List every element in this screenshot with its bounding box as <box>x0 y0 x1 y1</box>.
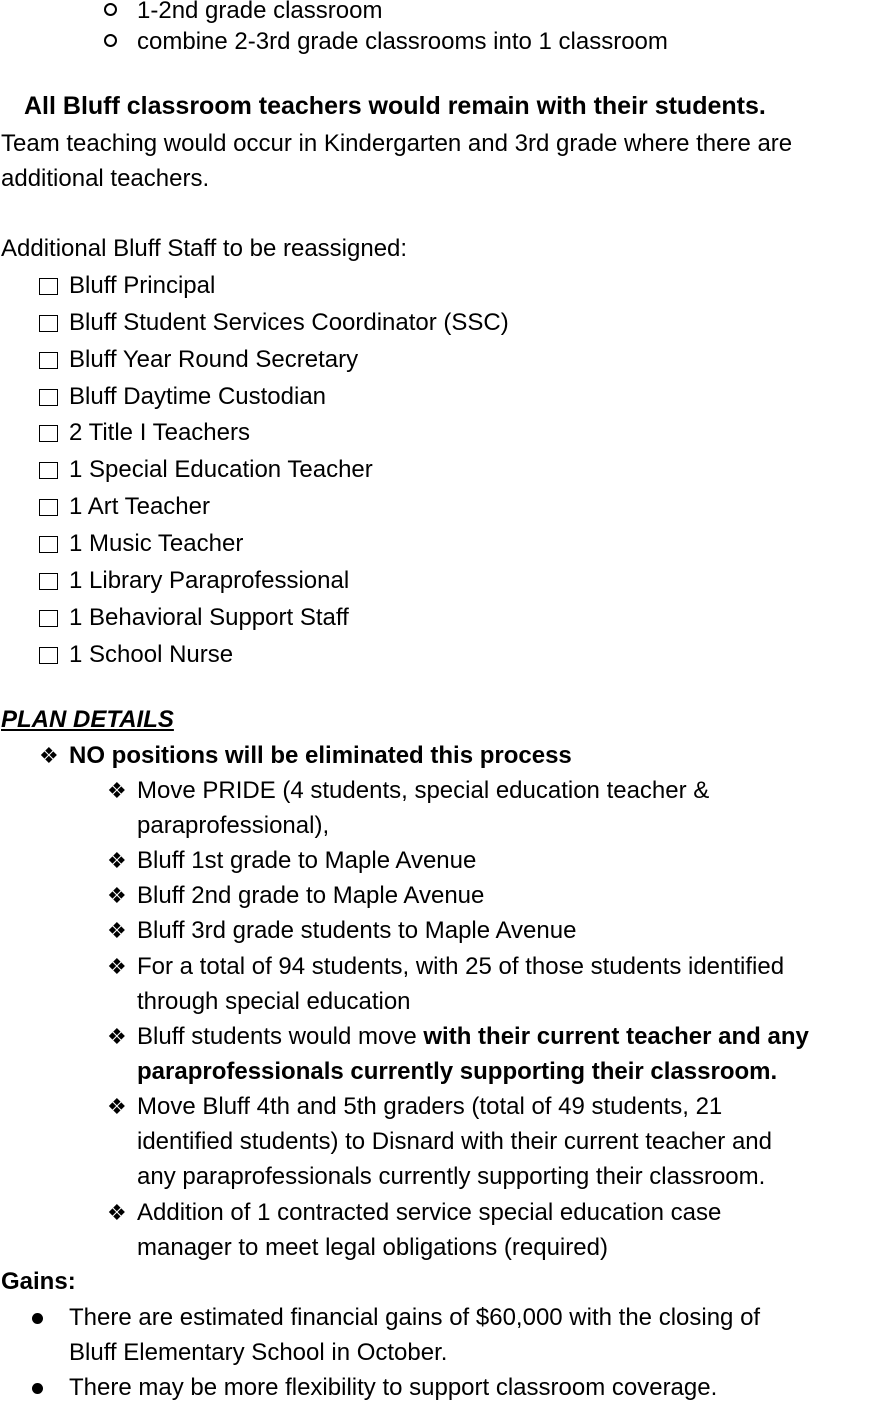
checkbox-icon <box>39 315 58 332</box>
checkbox-icon <box>39 610 58 627</box>
plan-item-line: Bluff 2nd grade to Maple Avenue <box>137 882 485 909</box>
checklist-label: 1 Music Teacher <box>69 530 244 557</box>
checklist-label: 1 School Nurse <box>69 641 234 668</box>
plan-item <box>0 843 880 878</box>
paragraph-line: additional teachers. <box>1 165 210 192</box>
plan-item-line: paraprofessional), <box>137 812 330 839</box>
diamond-bullet-icon: ❖ <box>39 743 59 768</box>
plan-item-line: Bluff 1st grade to Maple Avenue <box>137 847 477 874</box>
plan-item <box>0 773 880 843</box>
plan-item-bold-text: paraprofessionals currently supporting their classroom. <box>137 1058 778 1085</box>
plan-item-line: any paraprofessionals currently supporting their classroom. <box>137 1163 766 1190</box>
plan-item-line: Addition of 1 contracted service special education case <box>137 1199 722 1226</box>
plan-item <box>0 913 880 948</box>
plan-main-point-text: NO positions will be eliminated this process <box>69 742 572 769</box>
plan-item-line <box>137 1019 809 1054</box>
checkbox-icon <box>39 462 58 479</box>
gains-item <box>0 1370 880 1403</box>
circle-bullet-icon <box>104 34 117 47</box>
plan-item-bold-text: with their current teacher and any <box>423 1023 809 1050</box>
gains-item-line: Bluff Elementary School in October. <box>69 1339 448 1366</box>
checkbox-icon <box>39 389 58 406</box>
gains-item-line: There may be more flexibility to support classroom coverage. <box>69 1374 718 1401</box>
checklist-label: Bluff Year Round Secretary <box>69 346 359 373</box>
checklist-item <box>0 415 880 450</box>
diamond-bullet-icon: ❖ <box>107 918 127 943</box>
plan-details-heading: PLAN DETAILS <box>1 706 174 733</box>
checklist-label: 1 Special Education Teacher <box>69 456 373 483</box>
checklist-item <box>0 305 880 340</box>
checklist-item <box>0 600 880 635</box>
sub-list-text: 1-2nd grade classroom <box>137 0 383 24</box>
plan-item-line: For a total of 94 students, with 25 of those students identified <box>137 953 785 980</box>
plan-item-line: Move Bluff 4th and 5th graders (total of 49 students, 21 <box>137 1093 723 1120</box>
plan-item-line: manager to meet legal obligations (required) <box>137 1234 608 1261</box>
diamond-bullet-icon: ❖ <box>107 1094 127 1119</box>
checkbox-icon <box>39 352 58 369</box>
diamond-bullet-icon: ❖ <box>107 883 127 908</box>
diamond-bullet-icon: ❖ <box>107 1200 127 1225</box>
checkbox-icon <box>39 278 58 295</box>
checklist-label: Bluff Daytime Custodian <box>69 383 327 410</box>
paragraph-line: Team teaching would occur in Kindergarten and 3rd grade where there are <box>1 130 793 157</box>
plan-item <box>0 878 880 913</box>
checklist-label: Bluff Principal <box>69 272 216 299</box>
checklist-item <box>0 637 880 672</box>
circle-bullet-icon <box>104 3 117 16</box>
checklist-item <box>0 342 880 377</box>
bullet-dot-icon <box>32 1313 43 1324</box>
checklist-item <box>0 489 880 524</box>
checklist-label: 1 Art Teacher <box>69 493 210 520</box>
sub-list-item <box>0 24 880 59</box>
diamond-bullet-icon: ❖ <box>107 848 127 873</box>
gains-item-line: There are estimated financial gains of $60,000 with the closing of <box>69 1304 761 1331</box>
checklist-label: Bluff Student Services Coordinator (SSC) <box>69 309 509 336</box>
checkbox-icon <box>39 536 58 553</box>
checklist-item <box>0 452 880 487</box>
plan-item-line: Bluff 3rd grade students to Maple Avenue <box>137 917 577 944</box>
checklist-label: 2 Title I Teachers <box>69 419 250 446</box>
checkbox-icon <box>39 647 58 664</box>
checklist-item <box>0 563 880 598</box>
section-heading: All Bluff classroom teachers would remain with their students. <box>24 92 766 120</box>
diamond-bullet-icon: ❖ <box>107 778 127 803</box>
plan-item-line: Move PRIDE (4 students, special education teacher & <box>137 777 710 804</box>
checklist-item <box>0 526 880 561</box>
diamond-bullet-icon: ❖ <box>107 954 127 979</box>
plan-main-point <box>0 738 880 773</box>
gains-heading: Gains: <box>1 1268 76 1295</box>
checklist-label: 1 Library Paraprofessional <box>69 567 350 594</box>
plan-item <box>0 949 880 1019</box>
plan-item <box>0 1195 880 1265</box>
checkbox-icon <box>39 425 58 442</box>
plan-item-text: Bluff students would move <box>137 1023 424 1050</box>
plan-item-line: through special education <box>137 988 411 1015</box>
diamond-bullet-icon: ❖ <box>107 1024 127 1049</box>
gains-item <box>0 1300 880 1370</box>
checklist-item <box>0 268 880 303</box>
checkbox-icon <box>39 499 58 516</box>
checklist-label: 1 Behavioral Support Staff <box>69 604 349 631</box>
bullet-dot-icon <box>32 1383 43 1394</box>
plan-item <box>0 1089 880 1194</box>
plan-item <box>0 1019 880 1089</box>
plan-item-line: identified students) to Disnard with their current teacher and <box>137 1128 773 1155</box>
staff-intro: Additional Bluff Staff to be reassigned: <box>1 235 408 262</box>
sub-list-text: combine 2-3rd grade classrooms into 1 classroom <box>137 28 668 55</box>
checkbox-icon <box>39 573 58 590</box>
checklist-item <box>0 379 880 414</box>
